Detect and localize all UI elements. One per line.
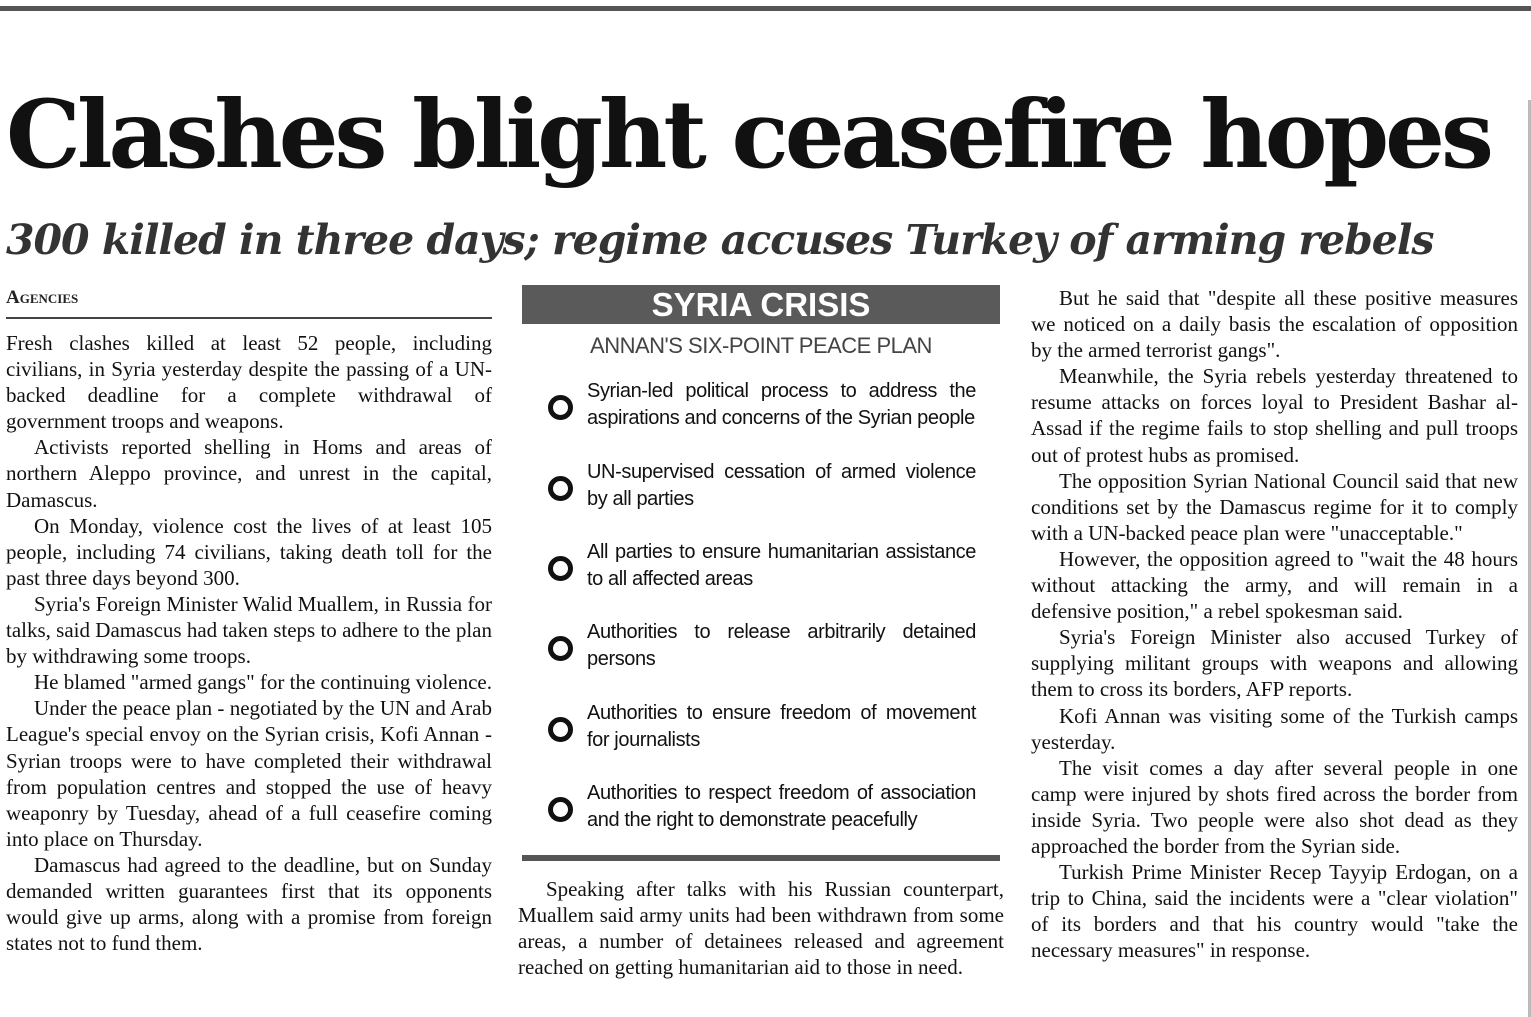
paragraph: Damascus had agreed to the deadline, but on Sunday demanded written guarantees first that its opponents would give up arms, along with a promise from foreign states not to fund them. <box>6 852 492 956</box>
plan-point-text: Authorities to respect freedom of association and the right to demonstrate peacefully <box>587 782 976 831</box>
byline: Agencies <box>6 287 492 319</box>
paragraph: He blamed "armed gangs" for the continuing violence. <box>34 670 493 695</box>
headline: Clashes blight ceasefire hopes <box>6 80 1490 190</box>
circle-bullet-icon <box>548 556 573 581</box>
circle-bullet-icon <box>548 636 573 661</box>
top-rule <box>0 6 1531 11</box>
paragraph: Fresh clashes killed at least 52 people, including civilians, in Syria yesterday despite the passing of a UN-backed deadline for a complete withdrawal of government troops and weapons. <box>6 331 492 434</box>
plan-point-text: UN-supervised cessation of armed violence by all parties <box>587 461 976 510</box>
paragraph: Meanwhile, the Syria rebels yesterday threatened to resume attacks on forces loyal to President Bashar al-Assad if the regime fails to stop shelling and pull troops out of protest hubs as promised. <box>1031 364 1518 467</box>
sidebar-box-rule <box>522 855 1000 861</box>
plan-point-text: Syrian-led political process to address the aspirations and concerns of the Syrian people <box>587 380 976 429</box>
plan-point <box>546 619 976 679</box>
plan-point <box>546 539 976 599</box>
paragraph: However, the opposition agreed to "wait the 48 hours without attacking the army, and will remain in a defensive position," a rebel spokesman said. <box>1031 546 1518 624</box>
sidebar-box-subtitle: ANNAN'S SIX-POINT PEACE PLAN <box>590 333 932 358</box>
sidebar-box-title: SYRIA CRISIS <box>522 285 1000 324</box>
paragraph: Activists reported shelling in Homs and areas of northern Aleppo province, and unrest in the capital, Damascus. <box>6 435 492 512</box>
plan-point <box>546 459 976 519</box>
left-column <box>6 330 492 956</box>
plan-point-text: All parties to ensure humanitarian assistance to all affected areas <box>587 541 976 590</box>
plan-point <box>546 700 976 760</box>
paragraph: The visit comes a day after several people in one camp were injured by shots fired across the border from inside Syria. Two people were also shot dead as they approached the border from the Syrian side. <box>1031 755 1518 858</box>
circle-bullet-icon <box>548 797 573 822</box>
paragraph: Speaking after talks with his Russian counterpart, Muallem said army units had been withdrawn from some areas, a number of detainees released and agreement reached on getting humanitarian aid to those in need. <box>518 877 1004 980</box>
paragraph: Syria's Foreign Minister Walid Muallem, in Russia for talks, said Damascus had taken steps to adhere to the plan by withdrawing some troops. <box>6 591 492 669</box>
circle-bullet-icon <box>548 395 573 420</box>
paragraph: Syria's Foreign Minister also accused Turkey of supplying militant groups with weapons and allowing them to cross its borders, AFP reports. <box>1031 625 1518 702</box>
right-column <box>1031 285 1518 963</box>
paragraph: Under the peace plan - negotiated by the UN and Arab League's special envoy on the Syrian crisis, Kofi Annan - Syrian troops were to have completed their withdrawal from population centres and stopped the use of heavy weaponry by Tuesday, ahead of a full ceasefire coming into place on Thursday. <box>6 696 492 851</box>
paragraph: Kofi Annan was visiting some of the Turkish camps yesterday. <box>1031 703 1518 754</box>
circle-bullet-icon <box>548 717 573 742</box>
plan-point-text: Authorities to ensure freedom of movement for journalists <box>587 702 976 751</box>
circle-bullet-icon <box>548 476 573 501</box>
plan-point-text: Authorities to release arbitrarily detained persons <box>587 621 976 670</box>
plan-point <box>546 378 976 438</box>
paragraph: Turkish Prime Minister Recep Tayyip Erdogan, on a trip to China, said the incidents were a "clear violation" of its borders and that his country would "take the necessary measures" in response. <box>1031 860 1518 963</box>
paragraph: On Monday, violence cost the lives of at least 105 people, including 74 civilians, taking death toll for the past three days beyond 300. <box>6 513 492 590</box>
paragraph: The opposition Syrian National Council said that new conditions set by the Damascus regime for it to comply with a UN-backed peace plan were "unacceptable." <box>1031 468 1518 545</box>
subheadline: 300 killed in three days; regime accuses Turkey of arming rebels <box>6 216 1434 264</box>
paragraph: But he said that "despite all these positive measures we noticed on a daily basis the escalation of opposition by the armed terrorist gangs". <box>1031 286 1518 363</box>
middle-column <box>518 876 1004 980</box>
plan-point <box>546 780 976 840</box>
